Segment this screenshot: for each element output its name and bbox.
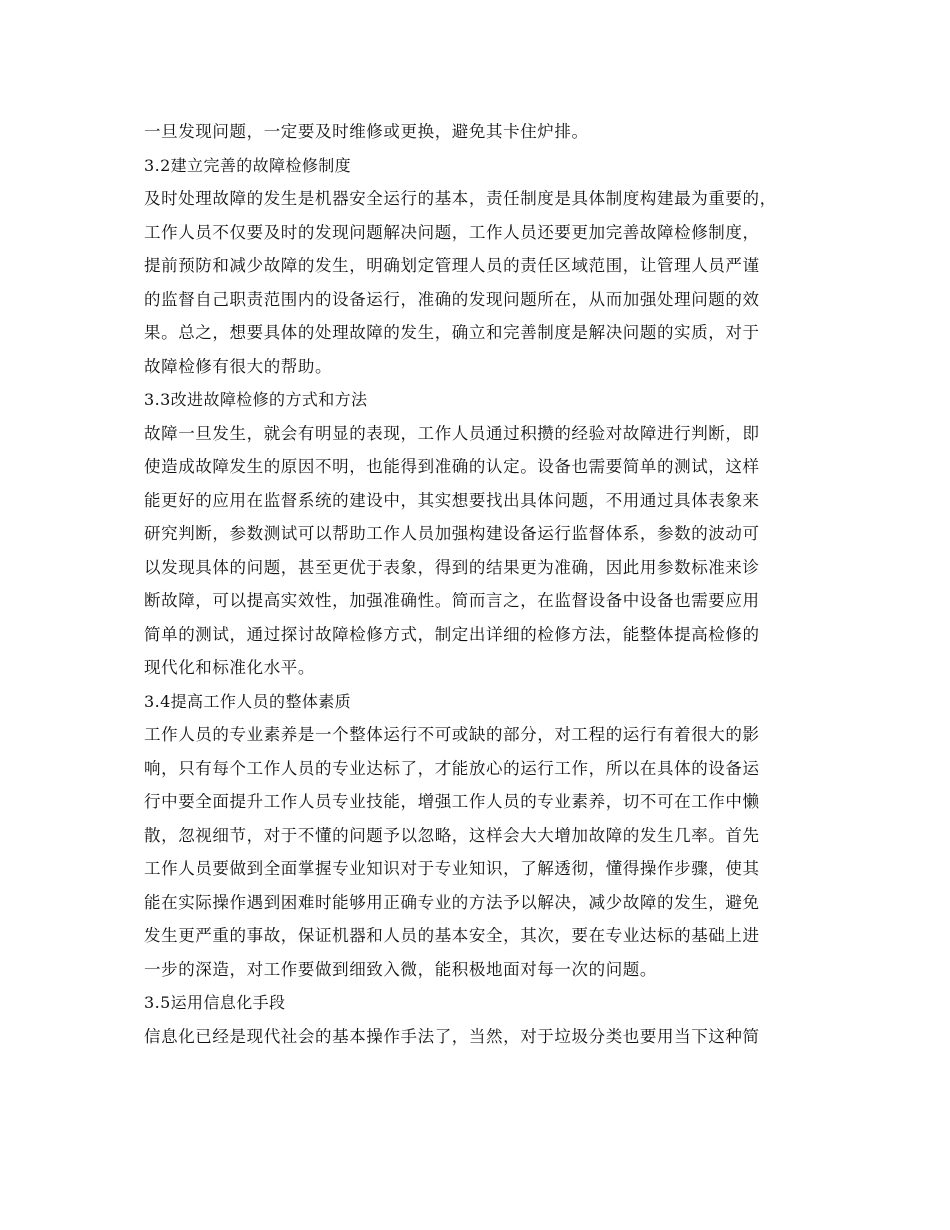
paragraph-line: 简单的测试，通过探讨故障检修方式，制定出详细的检修方法，能整体提高检修的 bbox=[144, 624, 760, 644]
paragraph-line: 信息化已经是现代社会的基本操作手法了，当然，对于垃圾分类也要用当下这种简 bbox=[144, 1026, 760, 1046]
paragraph-line: 故障一旦发生，就会有明显的表现，工作人员通过积攒的经验对故障进行判断，即 bbox=[144, 423, 760, 443]
paragraph-line: 能在实际操作遇到困难时能够用正确专业的方法予以解决，减少故障的发生，避免 bbox=[144, 892, 760, 912]
paragraph-line: 的监督自己职责范围内的设备运行，准确的发现问题所在，从而加强处理问题的效 bbox=[144, 289, 760, 309]
paragraph-line: 以发现具体的问题，甚至更优于表象，得到的结果更为准确，因此用参数标准来诊 bbox=[144, 557, 760, 577]
paragraph-line: 响，只有每个工作人员的专业达标了，才能放心的运行工作，所以在具体的设备运 bbox=[144, 758, 760, 778]
paragraph-line: 能更好的应用在监督系统的建设中，其实想要找出具体问题，不用通过具体表象来 bbox=[144, 490, 760, 510]
section-heading: 3.5运用信息化手段 bbox=[144, 993, 286, 1012]
paragraph-line: 提前预防和减少故障的发生，明确划定管理人员的责任区域范围，让管理人员严谨 bbox=[144, 256, 760, 275]
paragraph-line: 工作人员要做到全面掌握专业知识对于专业知识，了解透彻，懂得操作步骤，使其 bbox=[144, 859, 760, 878]
paragraph-line: 断故障，可以提高实效性，加强准确性。简而言之，在监督设备中设备也需要应用 bbox=[144, 591, 760, 610]
section-heading: 3.3改进故障检修的方式和方法 bbox=[144, 390, 368, 409]
document-body bbox=[144, 115, 824, 1053]
paragraph-line: 散，忽视细节，对于不懂的问题予以忽略，这样会大大增加故障的发生几率。首先 bbox=[144, 825, 760, 845]
paragraph-line: 一旦发现问题，一定要及时维修或更换，避免其卡住炉排。 bbox=[144, 122, 589, 141]
paragraph-line: 果。总之，想要具体的处理故障的发生，确立和完善制度是解决问题的实质，对于 bbox=[144, 323, 760, 342]
section-heading: 3.4提高工作人员的整体素质 bbox=[144, 691, 352, 711]
paragraph-line: 发生更严重的事故，保证机器和人员的基本安全，其次，要在专业达标的基础上进 bbox=[144, 926, 760, 945]
paragraph-line: 一步的深造，对工作要做到细致入微，能积极地面对每一次的问题。 bbox=[144, 959, 657, 979]
paragraph-line: 工作人员的专业素养是一个整体运行不可或缺的部分，对工程的运行有着很大的影 bbox=[144, 725, 760, 744]
paragraph-line: 研究判断，参数测试可以帮助工作人员加强构建设备运行监督体系，参数的波动可 bbox=[144, 524, 760, 543]
paragraph-line: 及时处理故障的发生是机器安全运行的基本，责任制度是具体制度构建最为重要的， bbox=[144, 189, 777, 208]
paragraph-line: 使造成故障发生的原因不明，也能得到准确的认定。设备也需要简单的测试，这样 bbox=[144, 457, 760, 476]
paragraph-line: 工作人员不仅要及时的发现问题解决问题，工作人员还要更加完善故障检修制度， bbox=[144, 222, 760, 242]
paragraph-line: 故障检修有很大的帮助。 bbox=[144, 356, 333, 376]
paragraph-line: 行中要全面提升工作人员专业技能，增强工作人员的专业素养，切不可在工作中懒 bbox=[144, 792, 760, 811]
section-heading: 3.2建立完善的故障检修制度 bbox=[144, 155, 352, 175]
paragraph-line: 现代化和标准化水平。 bbox=[144, 658, 315, 677]
